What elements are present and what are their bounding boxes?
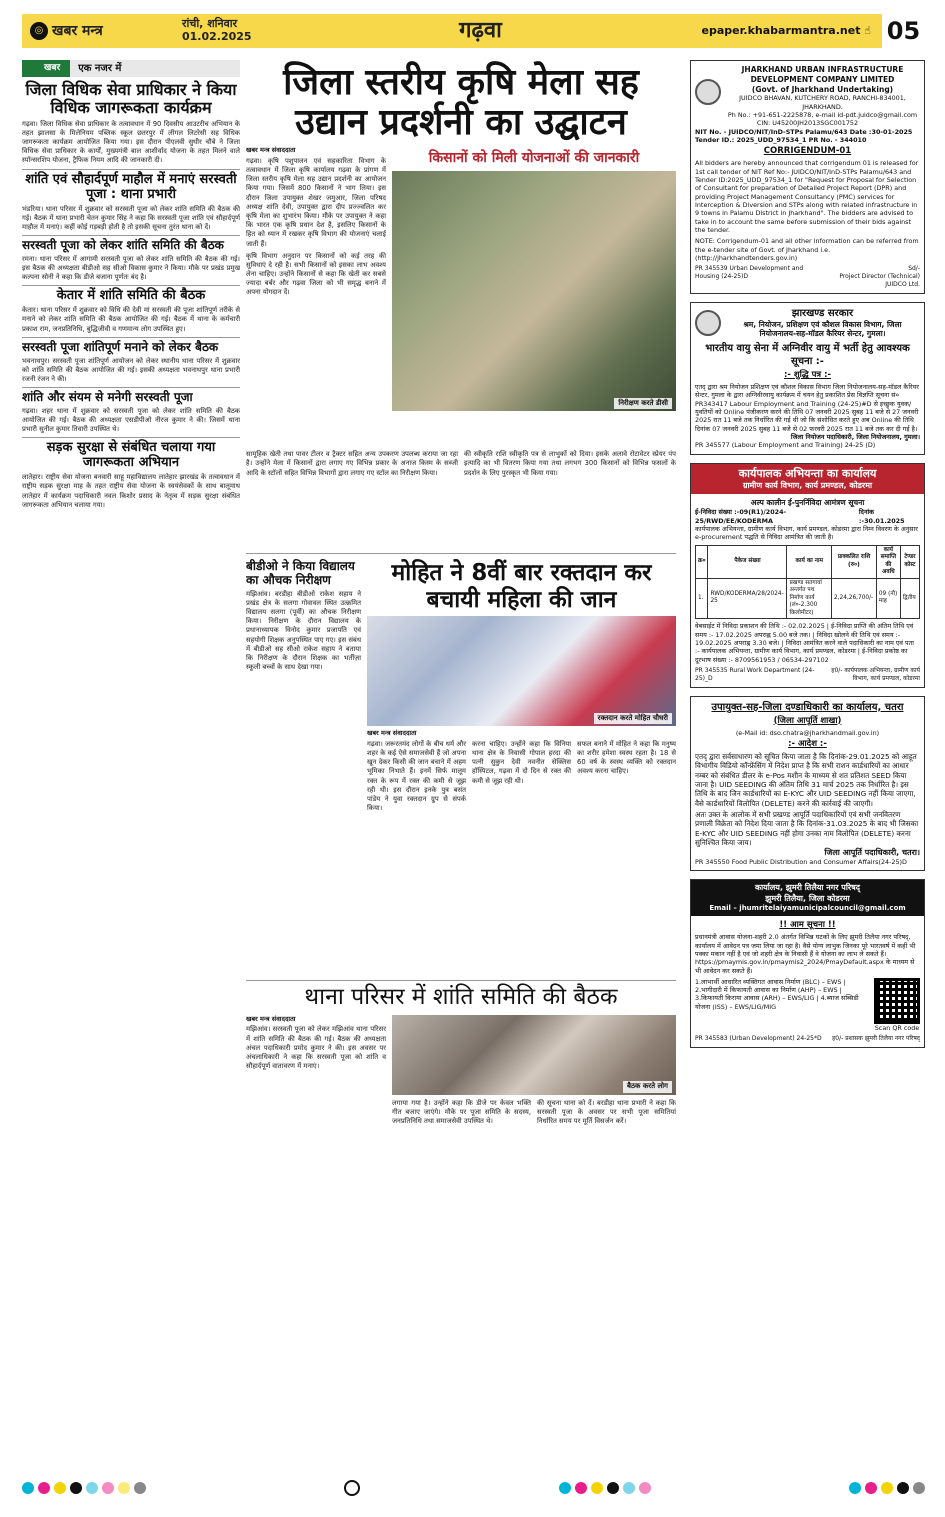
- rural-notes: वेबसाईट में निविदा प्रकाशन की तिथि :- 02.02.2025 | ई-निविदा प्राप्ति की अंतिम तिथि एवं समय :- 17.02.2025 अपराह्न 5.00 बजे तक। | निविदा खोलने की तिथि एवं समय :- 19.02.2025 अपराह्न 3.30 बजे। | निविदा आमंत्रित करने वाले पदाधिकारी का नाम एवं पता :- कार्यपालक अभियन्ता, ग्रामीण कार्य विभाग, कार्य प्रमण्डल, कोडरमा | ई-निविदा प्रकोष्ठ का दूरभाष संख्या :- 8709561953 / 06534-297102: [695, 622, 914, 664]
- chatra-pr: PR 345550 Food Public Distribution and Consumer Affairs(24-25)D: [695, 857, 907, 866]
- chatra-body-2: अतः उक्त के आलोक में सभी प्रखण्ड आपूर्ति पदाधिकारियों एवं सभी जनवितरण प्रणाली विक्रेता को निदेश दिया जाता है कि दिनांक-31.03.2025 के बाद भी जिसका E-KYC और UID SEEDING नहीं होगा उनका नाम विलोपित (DELETE) करना सुनिश्चित किया जाय।: [695, 810, 919, 848]
- bdo-body: मझिआंव। बरडीहा बीडीओ राकेश सहाय ने प्रखंड क्षेत्र के सलगा गोवावल स्थित उत्क्रमित विद्यालय सलगा (पूर्वी) का औचक निरीक्षण किया। निरीक्षण के दौरान विद्यालय के प्रधानाध्यापक विनोद कुमार प्रजापति एवं सहयोगी शिक्षक अनुपस्थित पाए गए। इस संबंध में बीडीओ सह सीओ राकेश सहाय ने बताया कि निरीक्षण के दौरान शिक्षक का भर्तीज़ा स्कूली बच्चों के साथ देखा गया।: [246, 589, 361, 672]
- rural-sign: ह0/- कार्यपालक अभियन्ता, ग्रामीण कार्य विभाग, कार्य प्रमण्डल, कोडरमा: [831, 666, 920, 682]
- rural-ref: ई-निविदा संख्या :-09(R1)/2024-25/RWD/EE/KODERMA: [695, 508, 787, 525]
- jhumri-email[interactable]: Email – jhumritelaiyamunicipalcouncil@gmail.com: [709, 904, 906, 913]
- peace-photo[interactable]: [392, 1015, 676, 1095]
- juidco-contact: Ph No.: +91-651-2225878, e-mail id-pdt.juidco@gmail.com: [727, 110, 918, 119]
- lead-text-col: [246, 146, 386, 446]
- yellow-dot: [881, 1482, 893, 1494]
- black-dot: [897, 1482, 909, 1494]
- rural-footer: [695, 667, 920, 683]
- masthead-url[interactable]: [659, 24, 879, 39]
- yellow-dot: [591, 1482, 603, 1494]
- lead-body: गढ़वा। कृषि पशुपालन एवं सहकारिता विभाग के तत्वावधान में जिला कृषि कार्यालय गढ़वा के प्रांगण में जिला स्तरीय कृषि मेला सह उद्यान प्रदर्शनी का आयोजन किया गया। जिसमें 800 किसानों ने भाग लिया। इस दौरान जिला उपायुक्त शेखर जमुआर, जिला परिषद अध्यक्ष शांति देवी, उपायुक्त द्वारा दीप प्रज्ज्वलित कर कृषि मेला का शुभारंभ किया। मौके पर उपायुक्त ने कहा कि भारत एक कृषि प्रधान देश है, इसलिए किसानों के हित को ध्यान में रखकर कृषि विभाग की योजनाएं चलाई जाती हैं।: [246, 156, 386, 248]
- lead-continued: [246, 450, 676, 550]
- army-pr: PR 345577 (Labour Employment and Training) 24-25 (D): [695, 441, 876, 450]
- lead-body-3: सामूहिक खेती तथा पावर टीलर व ट्रैक्टर सहित अन्य उपकरण उपलब्ध कराया जा रहा है। उन्होंने मेला में किसानों द्वारा लगाए गए विभिन्न प्रकार के अनाज किस्म के सब्जी आदि के स्टॉलों सहित विभिन्न विभागों द्वारा लगाए गए स्टॉल का निरीक्षण किया।: [246, 450, 458, 477]
- jhumri-footer: [695, 1035, 920, 1043]
- table-cell: द्वितीय: [900, 578, 919, 619]
- divider: [22, 437, 240, 438]
- ad-jhumri-telaiya[interactable]: [690, 879, 925, 1048]
- army-govt: झारखण्ड सरकार: [791, 307, 854, 319]
- tag-ek-nazar: एक नजर में: [70, 60, 240, 77]
- table-header: कार्य का नाम: [787, 545, 832, 578]
- peace-top: [246, 1015, 676, 1127]
- juidco-org: [725, 65, 920, 119]
- story[interactable]: [22, 441, 240, 510]
- story-headline: शांति और संयम से मनेगी सरस्वती पूजा: [22, 390, 193, 405]
- section-title: गढ़वा: [459, 18, 502, 44]
- masthead-date: [182, 18, 302, 43]
- cyan-dot: [22, 1482, 34, 1494]
- bdo-story[interactable]: [246, 557, 361, 977]
- story[interactable]: [22, 239, 240, 282]
- army-body: एतद् द्वारा श्रम नियोजन प्रशिक्षण एवं कौशल विकास विभाग जिला नियोजनालय-सह-मॉडल कैरियर सेन्टर, गुमला के द्वारा अग्निवीरवायु कार्यक्रम में चयन हेतु प्रकाशित प्रेस विज्ञप्ति सूचना सं० PR343417 Labour Employment and Training (24-25)#D से इच्छुक युवक/युवतियों को Online पंजीकरण करने की तिथि 07 जनवरी 2025 सुबह 11 बजे से 27 जनवरी 2025 रात 11 बजे तक निर्धारित की गई थी जो कि संशोधित करते हुए अब Online की तिथि दिनांक 07 जनवरी 2025 सुबह 11 बजे से 02 फरवरी 2025 रात 11 बजे तक कर दी गई है।: [695, 383, 919, 433]
- gray-dot: [913, 1482, 925, 1494]
- peace-headline: थाना परिसर में शांति समिति की बैठक: [304, 984, 618, 1011]
- juidco-note: NOTE: Corrigendum-01 and all other information can be referred from the e-tender site of Govt. of Jharkhand i.e. (http://jharkhandtenders.gov.in): [695, 237, 919, 262]
- rural-date: दिनांक :-30.01.2025: [858, 508, 905, 525]
- blood-body: गढ़वा। जरूरतमंद लोगों के बीच धर्म और शहर के कई ऐसे समाजसेवी हैं जो अपना खून देकर किसी की जान बचाने में अहम भूमिका निभाते हैं। इनमें सिर्फ मालूम रक्त के रूप में रक्त की कमी से जूझ रही थी। इस दौरान इनके पुत्र बसंत पांडेय ने युवा रक्तदान ग्रुप से संपर्क किया।: [367, 739, 466, 813]
- magenta-dot: [575, 1482, 587, 1494]
- table-cell: प्रखण्ड सतगावां अन्तर्गत पथ निर्माण कार्य (लं०-2.300 किलोमीटर): [787, 578, 832, 619]
- divider: [246, 980, 676, 981]
- blood-caption: रक्तदान करते मोहित चौधरी: [594, 713, 672, 724]
- tag-khabar: खबर: [22, 60, 70, 76]
- peace-text-col: [246, 1015, 386, 1127]
- divider: [22, 235, 240, 236]
- cyan-dot: [559, 1482, 571, 1494]
- cyan-dot: [849, 1482, 861, 1494]
- blood-body-3: सफल बनाने में मोहित ने कहा कि मनुष्य का शरीर हमेशा स्वस्थ रहता है। 18 से 60 वर्ष के स्वस्थ व्यक्ति को रक्तदान अवश्य करना चाहिए।: [577, 739, 676, 776]
- army-dept: श्रम, नियोजन, प्रशिक्षण एवं कौशल विकास विभाग, जिला नियोजनालय-सह-मॉडल कैरियर सेन्टर, गुमला।: [743, 319, 902, 339]
- peace-text-cols: [392, 1099, 676, 1127]
- ad-chatra-supply[interactable]: [690, 696, 925, 872]
- peace-body: मझिआंव। सरस्वती पूजा को लेकर मझिआंव थाना परिसर में शांति समिति की बैठक की गई। बैठक की अध्यक्षता अंचल पदाधिकारी प्रमोद कुमार ने की। इस अवसर पर अंचलाधिकारी ने कहा कि सरस्वती पूजा को शांति व सौहार्दपूर्ण वातावरण में मनाएं।: [246, 1025, 386, 1071]
- table-header: क्र०: [696, 545, 708, 578]
- juidco-corrigendum: CORRIGENDUM-01: [763, 146, 852, 157]
- story-headline: सड़क सुरक्षा से संबंधित चलाया गया जागरूकता अभियान: [46, 440, 216, 471]
- yellow-dot: [54, 1482, 66, 1494]
- date-city: रांची, शनिवार: [182, 17, 238, 31]
- emblem-icon: [695, 310, 721, 336]
- lead-body-4: की स्वीकृति राशि स्वीकृति पत्र से लाभुकों को दिया। इसके अलावे रोटावेटर स्प्रेयर पंप इत्यादि का भी वितरण किया गया तथा लगभग 300 किसानों को विभिन्न फसलों के प्रदर्शन के लिए पुरस्कृत भी किया गया।: [464, 450, 676, 477]
- blood-photo[interactable]: [367, 616, 676, 726]
- table-header: कार्य समाप्ति की अवधि: [876, 545, 900, 578]
- juidco-pr: PR 345539 Urban Development and Housing (24-25)D: [695, 265, 804, 280]
- juidco-org-sub: (Govt. of Jharkhand Undertaking): [751, 84, 894, 94]
- black-dot: [70, 1482, 82, 1494]
- story-headline: जिला विधिक सेवा प्राधिकार ने किया विधिक जागरूकता कार्यक्रम: [25, 80, 237, 118]
- lead-photo[interactable]: [392, 171, 676, 411]
- juidco-nit: NIT No. - JUIDCO/NIT/InD-STPs Palamu/643 Date :30-01-2025: [695, 127, 913, 136]
- story-headline: सरस्वती पूजा शांतिपूर्ण मनाने को लेकर बैठक: [22, 339, 219, 354]
- juidco-sign-block: [826, 265, 920, 288]
- table-header: टेण्डर कोस्ट: [900, 545, 919, 578]
- army-title: भारतीय वायु सेना में अग्निवीर वायु में भर्ती हेतु आवश्यक सूचना :-: [705, 343, 910, 368]
- story-body: रमना। थाना परिसर में आगामी सरस्वती पूजा को लेकर शांति समिति की बैठक की गई। इस बैठक की अध्यक्षता बीडीओ सह सीओ विकास कुमार ने किया। मौके पर प्रखंड प्रमुख कल्पना सोनी ने कहा कि डीजे बजाना पूर्णतः बंद है।: [22, 254, 240, 282]
- url-text: epaper.khabarmantra.net: [701, 23, 861, 37]
- jhumri-h2: झुमरी तिलैया, जिला कोडरमा: [765, 893, 850, 903]
- ad-juidco[interactable]: [690, 60, 925, 294]
- jhumri-bottom: [695, 978, 920, 1032]
- qr-code-icon[interactable]: [874, 978, 920, 1024]
- army-org: [725, 307, 920, 340]
- chatra-body: एतद् द्वारा सर्वसाधारण को सूचित किया जाता है कि दिनांक-29.01.2025 को आहूत विभागीय विडियो कॉन्फ्रेंसिंग में निदेश प्राप्त है कि सभी राशन कार्डधारियों का आधार नम्बर को संबंधित डीलर के e-Pos मशीन के माध्यम से शत प्रतिशत SEED किया जाना है। UID SEEDING की अंतिम तिथि 31 मार्च 2025 तक निर्धारित है। इस तिथि के बाद जिन कार्डधारियों का E-KYC और UID SEEDING नहीं किया जाएगा, वैसे कार्डधारियों विलोपित (DELETE) करने की कार्रवाई की जाएगी।: [695, 751, 917, 808]
- story-body: केतार। थाना परिसर में शुक्रवार को विधि की देवी मां सरस्वती की पूजा शांतिपूर्ण तरीके से मनाने को लेकर शांति समिति की बैठक आयोजित की गई। बैठक में थाना के कर्मचारी प्रकाश राम, जनप्रतिनिधि, बुद्धिजीवी व गणमान्य लोग उपस्थित हुए।: [22, 306, 240, 333]
- logo-icon: ◎: [30, 22, 48, 40]
- story-headline: केतार में शांति समिति की बैठक: [56, 288, 206, 304]
- light-cyan-dot: [623, 1482, 635, 1494]
- chatra-title: उपायुक्त-सह-जिला दण्डाधिकारी का कार्यालय, चतरा: [711, 701, 904, 713]
- juidco-body: All bidders are hereby announced that corrigendum 01 is released for 1st call tender of NIT Ref No:- JUIDCO/NIT/InD-STPs Palamu/643 and Tender ID:2025_UDD_97534_1 for "Request for Proposal for Selection of Consultant for preparation of Detailed Project Report (DPR) and providing Project Management Consultancy (PMC) services for Interception & Diversion and STPs along with related infrastructure in 9 towns in Palamu District in Jharkhand". The bidders are advised to take in to account the same before submission of their bids against the tender.: [695, 159, 919, 234]
- lead-subheadline: किसानों को मिली योजनाओं की जानकारी: [428, 150, 640, 167]
- chatra-email[interactable]: (e-Mail id: dso.chatra@jharkhandmail.gov.in): [735, 728, 880, 737]
- divider: [22, 337, 240, 338]
- blood-text: [367, 740, 676, 813]
- juidco-footer: [695, 265, 920, 288]
- emblem-icon: [695, 79, 721, 105]
- table-header: प्राक्कलित राशि (रु०): [832, 545, 877, 578]
- story-body: गढ़वा। जिला विधिक सेवा प्राधिकार के तत्वावधान में 90 दिवसीय आउटरीच अभियान के तहत झालसा के मिलेनियम पब्लिक स्कूल छतरपुर में लीगल लिटरेसी सह विधिक जागरूकता कार्यक्रम आयोजित किया गया। इस दौरान पीएलवी सुधीर चौबे ने जिला विधिक सेवा प्राधिकार के कार्यों, मुख्यमंत्री बाल आशीर्वाद योजना के तहत मिलने वाले स्पॉन्सरशिप योजना, ट्रैफिक नियम आदि की जानकारी दी।: [22, 119, 240, 165]
- blood-body-2: करना चाहिए। उन्होंने कहा कि विनिया थाना क्षेत्र के निवासी गोपाल हरदा की पत्नी सुकुन देवी नवनीत सेक्लिस हॉस्पिटल, गढ़वा में दो दिन से रक्त की कमी से जूझ रही थी।: [472, 739, 571, 785]
- story[interactable]: [22, 341, 240, 384]
- peace-body-3: की सूचना थाना को दें। बरडीहा थाना प्रभारी ने कहा कि सरस्वती पूजा के अवसर पर सभी पूजा समितियां निर्धारित समय पर मूर्ति विसर्जन करें।: [537, 1098, 676, 1125]
- story[interactable]: [22, 173, 240, 232]
- table-row: [696, 578, 920, 619]
- story[interactable]: [22, 81, 240, 166]
- rural-intro: कार्यपालक अभियन्ता, ग्रामीण कार्य विभाग, कार्य प्रमण्डल, कोडरमा द्वारा निम्न विवरण के अनुसार e-procurement पद्धति से निविदा आमंत्रित की जाती है।: [695, 524, 918, 542]
- lead-body-2: कृषि विभाग अनुदान पर किसानों को कई तरह की सुविधाएं दे रही है। सभी किसानों को इसका लाभ अवश्य लेना चाहिए। उन्होंने किसानों से कहा कि खेती कर सबसे ज्यादा बर्बर और गढ़वा जिला को भी समृद्ध बनाने में अपना योगदान दें।: [246, 251, 386, 297]
- juidco-address: JUIDCO BHAVAN, KUTCHERY ROAD, RANCHI-834001, JHARKHAND.: [739, 94, 906, 111]
- juidco-tender: Tender ID.: 2025_UDD_97534_1 PR No. - 344010: [695, 135, 867, 144]
- chatra-order: :- आदेश :-: [788, 738, 827, 749]
- light-cyan-dot: [86, 1482, 98, 1494]
- lead-byline: खबर मन्त्र संवाददाता: [246, 146, 296, 155]
- rural-tender-table: [695, 545, 920, 620]
- rural-ref-row: [695, 508, 920, 525]
- ad-rural-works[interactable]: [690, 463, 925, 688]
- lead-caption: निरीक्षण करते डीसी: [614, 398, 672, 409]
- story-body: गढ़वा। शहर थाना में शुक्रवार को सरस्वती पूजा को लेकर शांति समिति की बैठक आयोजित की गई। बैठक की अध्यक्षता एसडीपीओ नीरज कुमार ने की। जिसमें थाना प्रभारी सुनील कुमार तिवारी उपस्थित थे।: [22, 406, 240, 434]
- divider: [22, 285, 240, 286]
- divider: [246, 553, 676, 554]
- blood-headline: मोहित ने 8वीं बार रक्तदान कर बचायी महिला की जान: [391, 560, 652, 613]
- peace-photo-col: [392, 1015, 676, 1127]
- registration-mark-icon: [344, 1480, 360, 1496]
- middle-column: [246, 60, 676, 1470]
- jhumri-qr-block: [874, 978, 920, 1032]
- light-magenta-dot: [102, 1482, 114, 1494]
- story-body: लातेहार। राष्ट्रीय सेवा योजना बनवारी साहू महाविद्यालय लातेहार झारखंड के तत्वावधान में राष्ट्रीय सड़क सुरक्षा माह के तहत राष्ट्रीय सेवा योजना के स्वयंसेवकों के साथ बालूमाथ लातेहार में कार्यक्रम पदाधिकारी नवल किशोर प्रसाद के नेतृत्व में सड़क सुरक्षा संबंधित जागरूकता अभियान चलाया गया।: [22, 473, 240, 509]
- table-cell: 09 (नौ) माह: [876, 578, 900, 619]
- jhumri-title: !! आम सूचना !!: [779, 920, 836, 931]
- table-header-row: [696, 545, 920, 578]
- chatra-sub: (जिला आपूर्ति शाखा): [773, 715, 842, 726]
- lead-photo-col: [392, 146, 676, 446]
- rural-header: [691, 464, 924, 495]
- peace-caption: बैठक करते लोग: [623, 1081, 672, 1092]
- masthead-logo[interactable]: [22, 22, 182, 41]
- lead-headline[interactable]: जिला स्तरीय कृषि मेला सह उद्यान प्रदर्शनी का उद्घाटन: [283, 62, 639, 143]
- divider: [22, 387, 240, 388]
- bdo-headline: बीडीओ ने किया विद्यालय का औचक निरीक्षण: [246, 559, 355, 587]
- blood-byline: खबर मन्त्र संवाददाता: [367, 729, 417, 738]
- jhumri-sign: ह0/- प्रशासक झुमरी तिलैया नगर परिषद्: [832, 1035, 920, 1043]
- masthead: [22, 14, 925, 48]
- light-magenta-dot: [639, 1482, 651, 1494]
- juidco-cin: CIN: U45200JH2013SGC001752: [756, 119, 859, 128]
- rural-h2: ग्रामीण कार्य विभाग, कार्य प्रमण्डल, कोडरमा: [742, 481, 873, 491]
- table-cell: RWD/KODERMA/28/2024-25: [708, 578, 787, 619]
- peace-byline: खबर मन्त्र संवाददाता: [246, 1014, 296, 1023]
- jhumri-body: प्रधानमंत्री आवास योजना-शहरी 2.0 अंतर्गत विभिन्न घटकों के लिए झुमरी तिलैया नगर परिषद्, कार्यालय में आवेदन पत्र जमा लिया जा रहा है। वैसे योग्य लाभुक जिनका पूरे भारतवर्ष में कहीं भी पक्का मकान नहीं है एवं जो शहरी क्षेत्र के निवासी हैं वे योजना का लाभ ले सकते हैं। https://pmaymis.gov.in/pmaymis2_2024/PmayDefault.aspx के माध्यम से भी आवेदन कर सकते हैं।: [695, 933, 916, 975]
- color-dots-mid: [559, 1482, 651, 1494]
- juidco-sign: Project Director (Technical) JUIDCO Ltd.: [839, 273, 920, 288]
- jhumri-h1: कार्यालय, झुमरी तिलैया नगर परिषद्: [754, 883, 861, 893]
- jhumri-list: 1.लाभार्थी आधारित व्यक्तिगत आवास निर्माण (BLC) – EWS | 2.भागीदारी में किफायती आवास का निर्माण (AHP) – EWS | 3.किफायती किराया आवास (ARH) – EWS/LIG | 4.ब्याज सब्सिडी योजना (ISS) – EWS/LIG/MIG: [695, 977, 859, 1011]
- ad-army-recruitment[interactable]: [690, 302, 925, 455]
- table-header: पैकेज संख्या: [708, 545, 787, 578]
- light-yellow-dot: [118, 1482, 130, 1494]
- peace-story[interactable]: [246, 984, 676, 1126]
- blood-story[interactable]: [367, 557, 676, 977]
- story[interactable]: [22, 391, 240, 434]
- logo-text: खबर मन्त्र: [52, 22, 103, 39]
- color-dots-left: [22, 1482, 146, 1494]
- date: 01.02.2025: [182, 30, 252, 43]
- table-cell: 1.: [696, 578, 708, 619]
- peace-body-2: लगाया गया है। उन्होंने कहा कि डीजे पर केवल भक्ति गीत बजाए जाएंगे। मौके पर पूजा समिति के सदस्य, जनप्रतिनिधि तथा समाजसेवी उपस्थित थे।: [392, 1098, 531, 1125]
- left-column: [22, 60, 240, 1470]
- color-dots-right: [849, 1482, 925, 1494]
- rural-title: अल्प कालीन ई-पुनर्निविदा आमंत्रण सूचना: [750, 498, 865, 508]
- army-header: [695, 307, 920, 340]
- page-number: 05: [879, 14, 925, 48]
- army-sub: :- शुद्धि पत्र :-: [783, 370, 832, 381]
- story-body: भवनाथपुर। सरस्वती पूजा शांतिपूर्ण आयोजन को लेकर स्थानीय थाना परिसर में शुक्रवार को शांति समिति की बैठक आयोजित की गई। इसकी अध्यक्षता भवनाथपुर थाना प्रभारी रजनी रंजन ने की।: [22, 356, 240, 383]
- mid-section-2: [246, 557, 676, 977]
- gray-dot: [134, 1482, 146, 1494]
- story-headline: सरस्वती पूजा को लेकर शांति समिति की बैठक: [22, 238, 224, 253]
- chatra-sign: जिला आपूर्ति पदाधिकारी, चतरा।: [824, 847, 920, 857]
- lead-story: [246, 146, 676, 446]
- rural-h1: कार्यपालक अभियन्ता का कार्यालय: [738, 466, 877, 480]
- rural-pr: PR 345535 Rural Work Department (24-25)_D: [695, 666, 815, 682]
- table-cell: 2,24,26,700/-: [832, 578, 877, 619]
- juidco-sd: Sd/-: [908, 265, 920, 273]
- jhumri-scan: Scan QR code: [874, 1023, 920, 1032]
- juidco-org-name: JHARKHAND URBAN INFRASTRUCTURE DEVELOPMENT COMPANY LIMITED: [741, 65, 904, 84]
- right-column-ads: [690, 60, 925, 1470]
- story[interactable]: [22, 289, 240, 333]
- story-body: भंडरिया। थाना परिसर में शुक्रवार को सरस्वती पूजा को लेकर शांति समिति की बैठक की गई। बैठक में थाना प्रभारी चेतन कुमार सिंह ने कहा कि सरस्वती पूजा शांति एवं सौहार्दपूर्ण माहौल में मनाएं। कहीं कोई गड़बड़ी होती है तो इसकी सूचना तुरंत थाना को दें।: [22, 204, 240, 231]
- jhumri-pr: PR 345583 (Urban Development) 24-25*D: [695, 1035, 822, 1043]
- divider: [22, 169, 240, 170]
- magenta-dot: [865, 1482, 877, 1494]
- color-registration-strip: [22, 1478, 925, 1498]
- jhumri-header: [691, 880, 924, 916]
- magenta-dot: [38, 1482, 50, 1494]
- cursor-icon: ☝: [864, 23, 871, 37]
- news-brief-tag: [22, 60, 240, 77]
- black-dot: [607, 1482, 619, 1494]
- story-headline: शांति एवं सौहार्दपूर्ण माहौल में मनाएं सरस्वती पूजा : थाना प्रभारी: [25, 171, 237, 202]
- army-sign: जिला नियोजन पदाधिकारी, जिला नियोजनालय, गुमला।: [790, 433, 920, 442]
- juidco-header: [695, 65, 920, 119]
